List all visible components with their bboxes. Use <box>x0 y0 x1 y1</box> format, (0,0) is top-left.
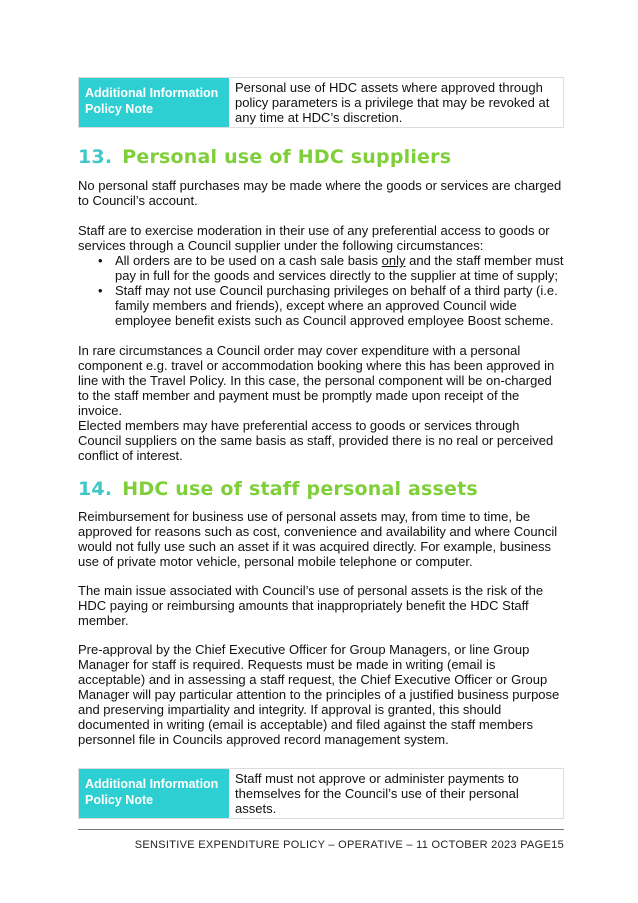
section-13-bullet-list <box>78 253 564 328</box>
policy-note-label <box>79 769 229 818</box>
policy-note-box <box>78 768 564 819</box>
footer-divider <box>78 829 564 830</box>
policy-note-label <box>79 78 229 127</box>
bullet-item: • Staff may not use Council purchasing privileges on behalf of a third party (i.e. family members and friends), except where an approved Council wide employee benefit exists such as Council approved employee Boost scheme. <box>78 283 564 328</box>
policy-note-label-line2: Policy Note <box>85 102 154 116</box>
section-13-number: 13. <box>78 146 113 168</box>
section-14-paragraph-2: The main issue associated with Council’s use of personal assets is the risk of the HDC paying or reimbursing amounts that inappropriately benefit the HDC Staff member. <box>78 583 544 628</box>
section-13-paragraph-3: In rare circumstances a Council order may cover expenditure with a personal component e.g. travel or accommodation booking where this has been approved in line with the Travel Policy. In this case, the personal component will be on-charged to the staff member and payment must be promptly made upon receipt of the invoice. <box>78 343 555 418</box>
section-14-number: 14. <box>78 478 113 500</box>
policy-note-label-line2: Policy Note <box>85 793 154 807</box>
section-13-paragraph-4: Elected members may have preferential access to goods or services through Council suppliers on the same basis as staff, provided there is no real or perceived conflict of interest. <box>78 418 554 463</box>
section-13-paragraph-1: No personal staff purchases may be made where the goods or services are charged to Council’s account. <box>78 178 562 208</box>
bullet-item: • All orders are to be used on a cash sale basis only and the staff member must pay in full for the goods and services directly to the supplier at time of supply; <box>78 253 564 283</box>
section-13-paragraph-2: Staff are to exercise moderation in their use of any preferential access to goods or services through a Council supplier under the following circumstances: <box>78 223 550 253</box>
section-14-heading <box>78 478 478 500</box>
section-13-heading <box>78 146 451 168</box>
section-14-paragraph-3: Pre-approval by the Chief Executive Officer for Group Managers, or line Group Manager for staff is required. Requests must be made in writing (email is acceptable) and in assessing a staff request, the Chief Executive Officer or Group Manager will pay particular attention to the principles of a justified business purpose and preserving impartiality and integrity. If approval is granted, this should documented in writing (email is acceptable) and filed against the staff members personnel file in Councils approved record management system. <box>78 642 560 747</box>
section-14-title: HDC use of staff personal assets <box>122 478 478 500</box>
policy-note-label-line1: Additional Information <box>85 86 219 100</box>
policy-note-text: Staff must not approve or administer payments to themselves for the Council’s use of their personal assets. <box>235 771 519 816</box>
page-footer: SENSITIVE EXPENDITURE POLICY – OPERATIVE – 11 OCTOBER 2023 PAGE15 <box>134 839 564 851</box>
section-14-paragraph-1: Reimbursement for business use of personal assets may, from time to time, be approved for reasons such as cost, convenience and availability and where Council would not fully use such an asset if it was acquired directly. For example, business use of private motor vehicle, personal mobile telephone or computer. <box>78 509 558 569</box>
policy-note-label-line1: Additional Information <box>85 777 219 791</box>
policy-note-box <box>78 77 564 128</box>
section-13-title: Personal use of HDC suppliers <box>122 146 452 168</box>
policy-note-text: Personal use of HDC assets where approved through policy parameters is a privilege that may be revoked at any time at HDC’s discretion. <box>235 80 550 125</box>
